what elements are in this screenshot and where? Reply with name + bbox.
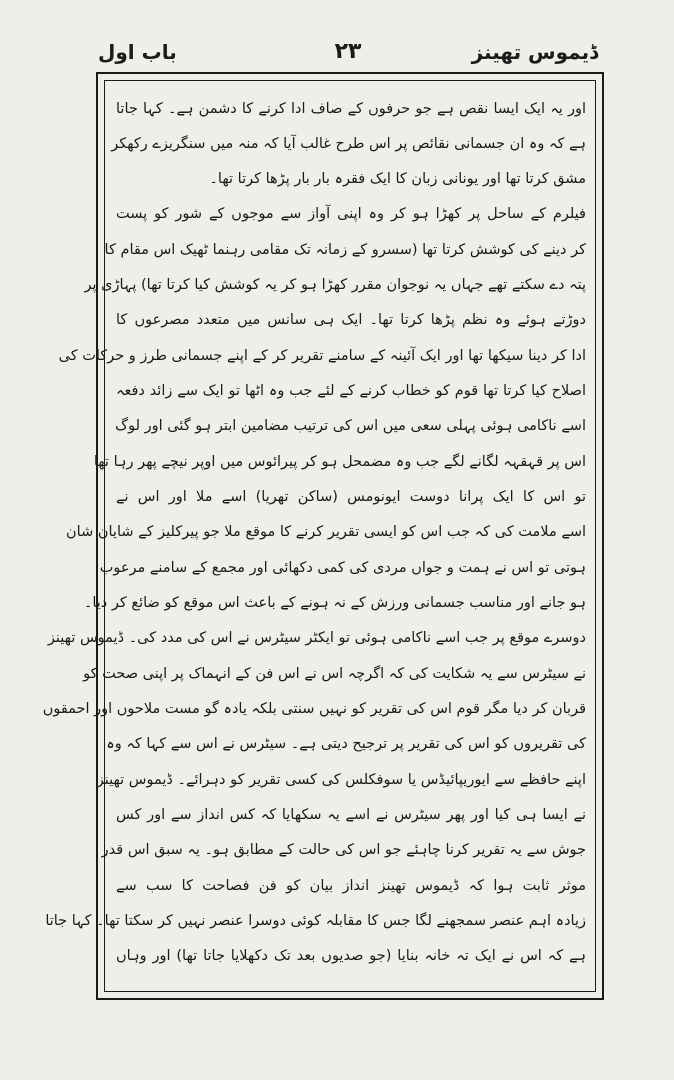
text-line: اسے ناکامی ہوئی پہلی سعی میں اس کی ترتیب مضامین ابتر ہو گئی اور لوگ (115, 418, 586, 434)
text-line: مشق کرتا تھا اور یونانی زبان کا ایک فقرہ بار بار پڑھا کرتا تھا۔ (209, 171, 586, 187)
text-line: ادا کر دینا سیکھا تھا اور ایک آئینہ کے سامنے تقریر کر کے اپنے جسمانی طرز و حرکات کی (58, 348, 586, 364)
page-number: ۲۳ (334, 39, 362, 64)
text-line: پتہ دے سکتے تھے جہاں یہ نوجوان مقرر کھڑا ہو کر یہ کوشش کیا کرتا تھا) پہاڑی پر (84, 277, 586, 293)
text-line: اس پر قہقہہ لگانے لگے جب وہ مضمحل ہو کر پیرائوس میں اوپر نیچے پھر رہا تھا (93, 454, 586, 470)
text-line: موثر ثابت ہوا کہ ڈیموس تھینز انداز بیان کو فن فصاحت کا سب سے (116, 878, 586, 894)
page-header (98, 36, 598, 70)
text-line: ہے کہ اس نے ایک تہ خانہ بنایا (جو صدیوں بعد تک دکھلایا جاتا تھا) اور وہاں (116, 948, 586, 964)
text-line: فیلرم کے ساحل پر کھڑا ہو کر وہ اپنی آواز سے موجوں کے شور کو پست (116, 206, 586, 222)
text-line: دوسرے موقع پر جب اسے ناکامی ہوئی تو ایکٹر سیٹرس نے اس کی مدد کی۔ ڈیموس تھینز (47, 630, 586, 646)
text-line: کر دینے کی کوشش کرتا تھا (سسرو کے زمانہ تک مقامی رہنما ٹھیک اس مقام کا (104, 242, 586, 258)
running-title: ڈیموس تھینز (471, 40, 598, 64)
text-line: زیادہ اہم عنصر سمجھنے لگا جس کا مقابلہ کوئی دوسرا عنصر نہیں کر سکتا تھا۔ کہا جاتا (45, 913, 586, 929)
chapter-heading: باب اول (98, 40, 177, 64)
text-line: ہو جانے اور مناسب جسمانی ورزش کے نہ ہونے کے باعث اس موقع کو ضائع کر دیا۔ (83, 595, 586, 611)
text-line: اپنے حافظے سے ایوریپائیڈس یا سوفکلس کی کسی تقریر کو دہرائے۔ ڈیموس تھینز (96, 772, 586, 788)
text-line: ہے کہ وہ ان جسمانی نقائص پر اس طرح غالب آیا کہ منہ میں سنگریزے رکھکر (111, 136, 586, 152)
text-line: دوڑتے ہوئے وہ نظم پڑھا کرتا تھا۔ ایک ہی سانس میں متعدد مصرعوں کا (116, 312, 586, 328)
text-line: کی تقریروں کو اس کی تقریر پر ترجیح دیتی ہے۔ سیٹرس نے اس سے کہا کہ وہ (106, 736, 586, 752)
text-line: نے ایسا ہی کیا اور پھر سیٹرس نے اسے یہ سکھایا کہ کس انداز سے اور کس (116, 807, 586, 823)
text-line: ہوتی تو اس نے ہمت و جواں مردی کی کمی دکھائی اور مجمع کے سامنے مرعوب (99, 560, 586, 576)
body-text (42, 92, 586, 982)
text-line: اسے ملامت کی کہ جب اس کو ایسی تقریر کرنے کا موقع ملا جو پیرکلیز کے شایان شان (66, 524, 586, 540)
text-line: جوش سے یہ تقریر کرنا چاہئے جو اس کی حالت کے مطابق ہو۔ یہ سبق اس قدر (101, 842, 586, 858)
text-line: اصلاح کیا کرتا تھا قوم کو خطاب کرنے کے لئے جب وہ اٹھا تو ایک سے زائد دفعہ (116, 383, 586, 399)
text-line: قربان کر دیا مگر قوم اس کی تقریر کو نہیں سنتی بلکہ یادہ گو مست ملاحوں اور احمقوں (42, 701, 586, 717)
text-line: تو اس کا ایک پرانا دوست ایونومس (ساکن تھریا) اسے ملا اور اس نے (116, 489, 586, 505)
text-line: اور یہ ایک ایسا نقص ہے جو حرفوں کے صاف ادا کرنے کا دشمن ہے۔ کہا جاتا (116, 101, 586, 117)
text-line: نے سیٹرس سے یہ شکایت کی کہ اگرچہ اس نے اس فن کے انہماک پر اپنی صحت کو (83, 666, 586, 682)
